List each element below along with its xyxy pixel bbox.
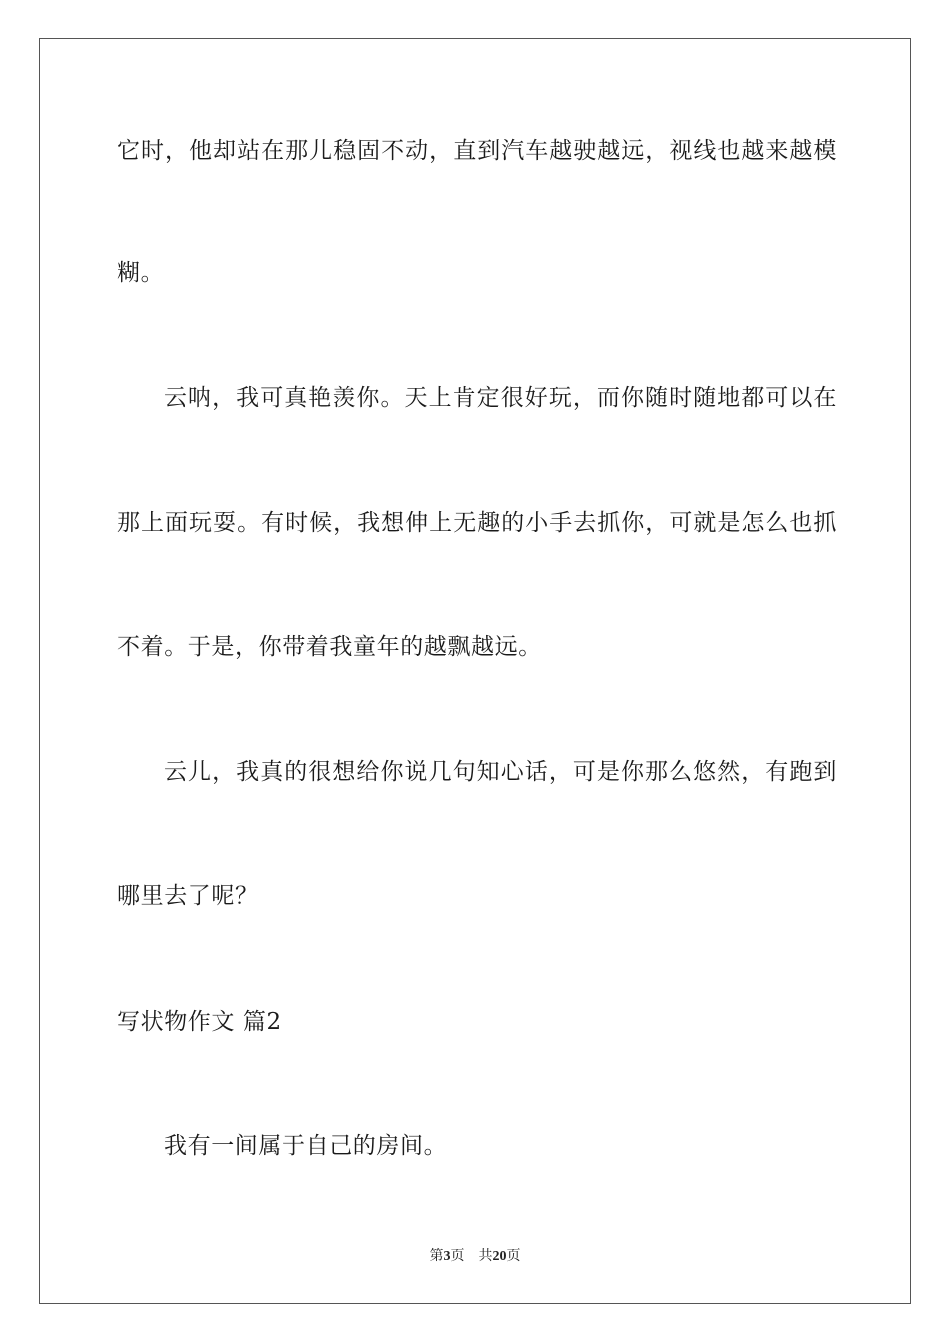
paragraph-line: 我有一间属于自己的房间。 [164,1133,448,1159]
paragraph-line: 糊。 [117,260,165,286]
paragraph-line: 云呐，我可真艳羡你。天上肯定很好玩，而你随时随地都可以在 [164,385,837,411]
paragraph-line: 它时，他却站在那儿稳固不动，直到汽车越驶越远，视线也越来越模 [117,138,837,164]
page-footer [0,1246,950,1267]
total-prefix: 共 [478,1248,493,1264]
page-suffix: 页 [450,1248,465,1264]
total-suffix: 页 [506,1248,521,1264]
paragraph-line: 云儿，我真的很想给你说几句知心话，可是你那么悠然，有跑到 [164,759,837,785]
total-pages: 20 [492,1249,507,1264]
page-prefix: 第 [429,1248,444,1264]
page-number: 3 [443,1249,451,1264]
paragraph-line: 哪里去了呢？ [117,883,259,909]
page-border [39,38,911,1304]
section-heading: 写状物作文 篇2 [117,1009,282,1035]
paragraph-line: 那上面玩耍。有时候，我想伸上无趣的小手去抓你，可就是怎么也抓 [117,510,837,536]
paragraph-line: 不着。于是，你带着我童年的越飘越远。 [117,634,542,660]
